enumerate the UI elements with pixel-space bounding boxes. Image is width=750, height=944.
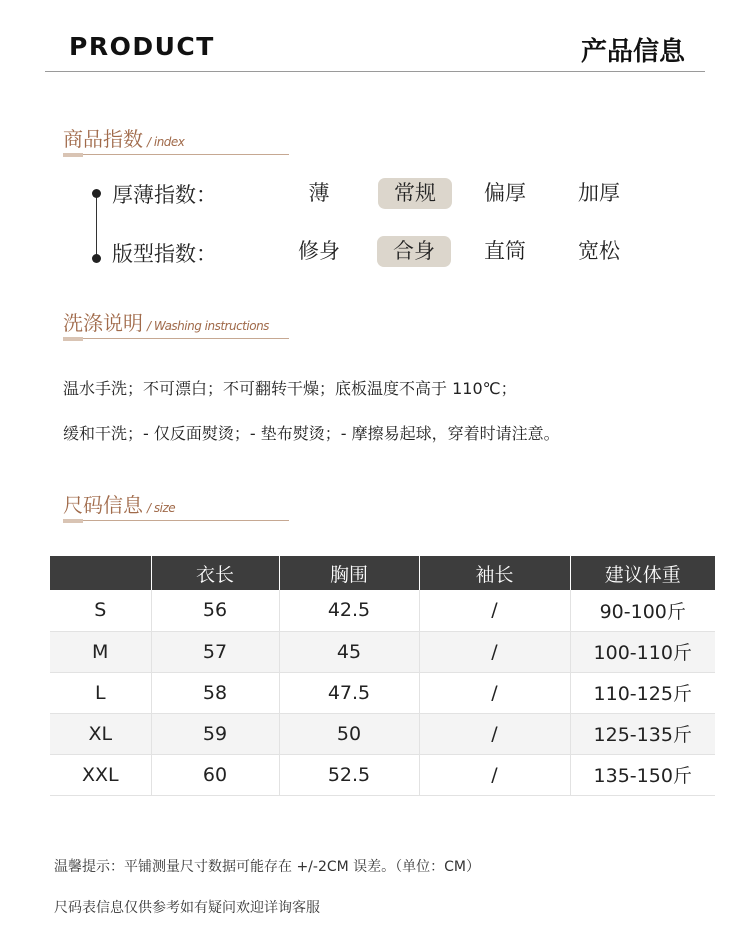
table-row [50, 631, 715, 672]
table-cell: 60 [151, 754, 279, 795]
table-cell: L [50, 672, 151, 713]
table-cell: XXL [50, 754, 151, 795]
table-header-cell: 胸围 [279, 556, 419, 590]
table-cell: 47.5 [279, 672, 419, 713]
table-cell: 135-150斤 [570, 754, 715, 795]
table-header-row [50, 556, 715, 590]
table-row [50, 754, 715, 795]
table-cell: 50 [279, 713, 419, 754]
wash-section-title [63, 307, 289, 339]
wash-line-2: 缓和干洗；- 仅反面熨烫；- 垫布熨烫；- 摩擦易起球，穿着时请注意。 [63, 424, 560, 443]
index-dot [92, 254, 101, 263]
title-underline-mark [63, 337, 83, 341]
title-underline-mark [63, 153, 83, 157]
table-cell: 90-100斤 [570, 590, 715, 631]
table-cell: M [50, 631, 151, 672]
thickness-option-thick: 偏厚 [484, 181, 526, 205]
table-cell: / [419, 631, 570, 672]
reference-note: 尺码表信息仅供参考如有疑问欢迎详询客服 [54, 900, 320, 916]
wash-title: 洗涤说明 [63, 311, 143, 335]
table-row [50, 590, 715, 631]
thickness-label: 厚薄指数： [112, 183, 217, 207]
table-cell: 125-135斤 [570, 713, 715, 754]
table-cell: 100-110斤 [570, 631, 715, 672]
fit-option-slim: 修身 [298, 239, 340, 263]
fit-option-loose: 宽松 [578, 239, 620, 263]
table-cell: 59 [151, 713, 279, 754]
index-connector-line [96, 192, 97, 258]
table-cell: 110-125斤 [570, 672, 715, 713]
wash-line-1: 温水手洗；不可漂白；不可翻转干燥；底板温度不高于 110℃； [63, 379, 517, 398]
fit-option-straight: 直筒 [484, 239, 526, 263]
page-header [45, 26, 705, 72]
table-header-cell [50, 556, 151, 590]
table-cell: 56 [151, 590, 279, 631]
size-title: 尺码信息 [63, 493, 143, 517]
fit-option-regular: 合身 [377, 236, 451, 267]
thickness-option-extra-thick: 加厚 [578, 181, 620, 205]
thickness-option-thin: 薄 [308, 181, 330, 205]
table-cell: / [419, 590, 570, 631]
table-cell: 45 [279, 631, 419, 672]
size-table [50, 556, 715, 796]
table-cell: 58 [151, 672, 279, 713]
index-dot [92, 189, 101, 198]
table-cell: / [419, 754, 570, 795]
size-section-title [63, 489, 289, 521]
index-section-title [63, 123, 289, 155]
table-row [50, 672, 715, 713]
header-title-en: PRODUCT [69, 32, 215, 61]
thickness-option-regular: 常规 [378, 178, 452, 209]
title-underline-mark [63, 519, 83, 523]
header-title-cn: 产品信息 [580, 37, 685, 67]
index-title: 商品指数 [63, 127, 143, 151]
index-subtitle: / index [147, 135, 185, 149]
table-cell: 52.5 [279, 754, 419, 795]
table-cell: / [419, 672, 570, 713]
table-header-cell: 袖长 [419, 556, 570, 590]
table-cell: / [419, 713, 570, 754]
table-header-cell: 衣长 [151, 556, 279, 590]
table-cell: 42.5 [279, 590, 419, 631]
size-subtitle: / size [147, 501, 176, 515]
table-header-cell: 建议体重 [570, 556, 715, 590]
table-cell: 57 [151, 631, 279, 672]
table-cell: XL [50, 713, 151, 754]
measurement-note: 温馨提示：平铺测量尺寸数据可能存在 +/-2CM 误差。（单位：CM） [54, 859, 481, 875]
table-cell: S [50, 590, 151, 631]
table-row [50, 713, 715, 754]
wash-subtitle: / Washing instructions [147, 319, 269, 333]
fit-label: 版型指数： [112, 242, 217, 266]
